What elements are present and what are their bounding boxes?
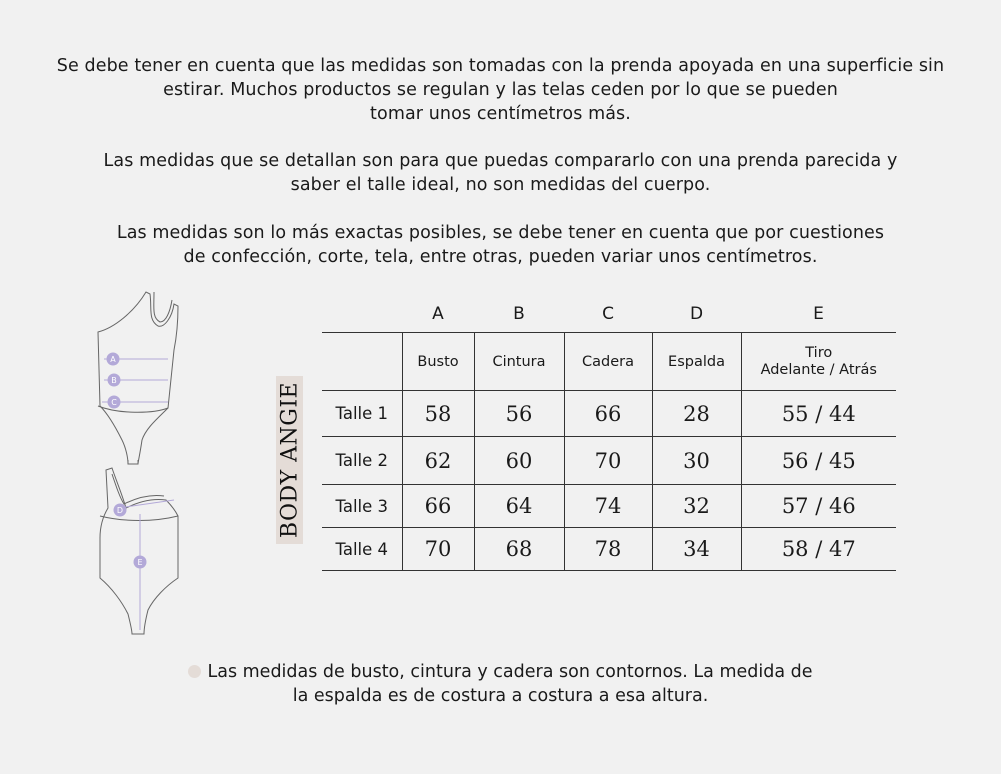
measure-corner (322, 333, 402, 391)
row-label: Talle 2 (322, 437, 402, 485)
cell-tiro: 57 / 46 (741, 485, 896, 528)
cell-cadera: 70 (564, 437, 652, 485)
header-busto: Busto (402, 333, 474, 391)
letter-c: C (602, 304, 614, 324)
row-label: Talle 3 (322, 485, 402, 528)
intro-line: saber el talle ideal, no son medidas del cuerpo. (290, 175, 711, 195)
letter-b: B (513, 304, 525, 324)
cell-cintura: 68 (474, 528, 564, 571)
header-cintura: Cintura (474, 333, 564, 391)
garment-diagram (88, 288, 198, 640)
cell-busto: 66 (402, 485, 474, 528)
intro-line: estirar. Muchos productos se regulan y las telas ceden por lo que se pueden (163, 80, 838, 100)
front-view-seam (98, 406, 168, 412)
intro-line: Las medidas son lo más exactas posibles, se debe tener en cuenta que por cuestiones (116, 223, 885, 243)
letter-d: D (689, 304, 704, 324)
tiro-label: Tiro (805, 344, 833, 361)
cell-cadera: 74 (564, 485, 652, 528)
intro-line: tomar unos centímetros más. (370, 104, 631, 124)
back-view-waist (100, 516, 178, 521)
note-line-1 (0, 660, 1001, 684)
cell-cintura: 64 (474, 485, 564, 528)
table-row (322, 437, 896, 485)
bullet-dot-icon (188, 665, 201, 678)
marker-d-label: D (116, 506, 124, 515)
intro-line: Las medidas que se detallan son para que puedas compararlo con una prenda parecida y (103, 151, 898, 171)
intro-line: de confección, corte, tela, entre otras, pueden variar unos centímetros. (183, 247, 818, 267)
cell-cintura: 60 (474, 437, 564, 485)
cell-busto: 62 (402, 437, 474, 485)
cell-cintura: 56 (474, 391, 564, 437)
table-row (322, 528, 896, 571)
footer-note (0, 660, 1001, 708)
cell-tiro: 56 / 45 (741, 437, 896, 485)
back-view-outline (100, 468, 178, 634)
cell-espalda: 28 (652, 391, 741, 437)
cell-cadera: 78 (564, 528, 652, 571)
note-text: Las medidas de busto, cintura y cadera son contornos. La medida de (207, 662, 813, 682)
header-cadera: Cadera (564, 333, 652, 391)
tiro-sublabel: Adelante / Atrás (760, 361, 877, 378)
note-line-2: la espalda es de costura a costura a esa altura. (292, 686, 709, 706)
marker-b-label: B (111, 376, 117, 385)
marker-c-label: C (111, 398, 117, 407)
row-label: Talle 1 (322, 391, 402, 437)
measure-header-row (322, 333, 896, 391)
table-row (322, 485, 896, 528)
header-corner (322, 296, 402, 333)
table-row (322, 391, 896, 437)
marker-a-label: A (110, 355, 116, 364)
cell-busto: 58 (402, 391, 474, 437)
cell-espalda: 34 (652, 528, 741, 571)
cell-busto: 70 (402, 528, 474, 571)
intro-paragraph-1 (0, 54, 1001, 126)
cell-espalda: 32 (652, 485, 741, 528)
row-label: Talle 4 (322, 528, 402, 571)
front-view-crotch (128, 460, 138, 464)
intro-paragraph-3 (0, 221, 1001, 269)
letter-header-row (322, 296, 896, 333)
marker-e-label: E (137, 558, 143, 567)
intro-line: Se debe tener en cuenta que las medidas son tomadas con la prenda apoyada en una superficie sin (56, 56, 945, 76)
size-table (322, 296, 896, 571)
header-espalda: Espalda (652, 333, 741, 391)
letter-e: E (813, 304, 824, 324)
intro-paragraph-2 (0, 149, 1001, 197)
letter-a: A (432, 304, 444, 324)
header-tiro (741, 333, 896, 391)
product-title: BODY ANGIE (277, 381, 303, 539)
cell-tiro: 58 / 47 (741, 528, 896, 571)
cell-tiro: 55 / 44 (741, 391, 896, 437)
cell-espalda: 30 (652, 437, 741, 485)
cell-cadera: 66 (564, 391, 652, 437)
